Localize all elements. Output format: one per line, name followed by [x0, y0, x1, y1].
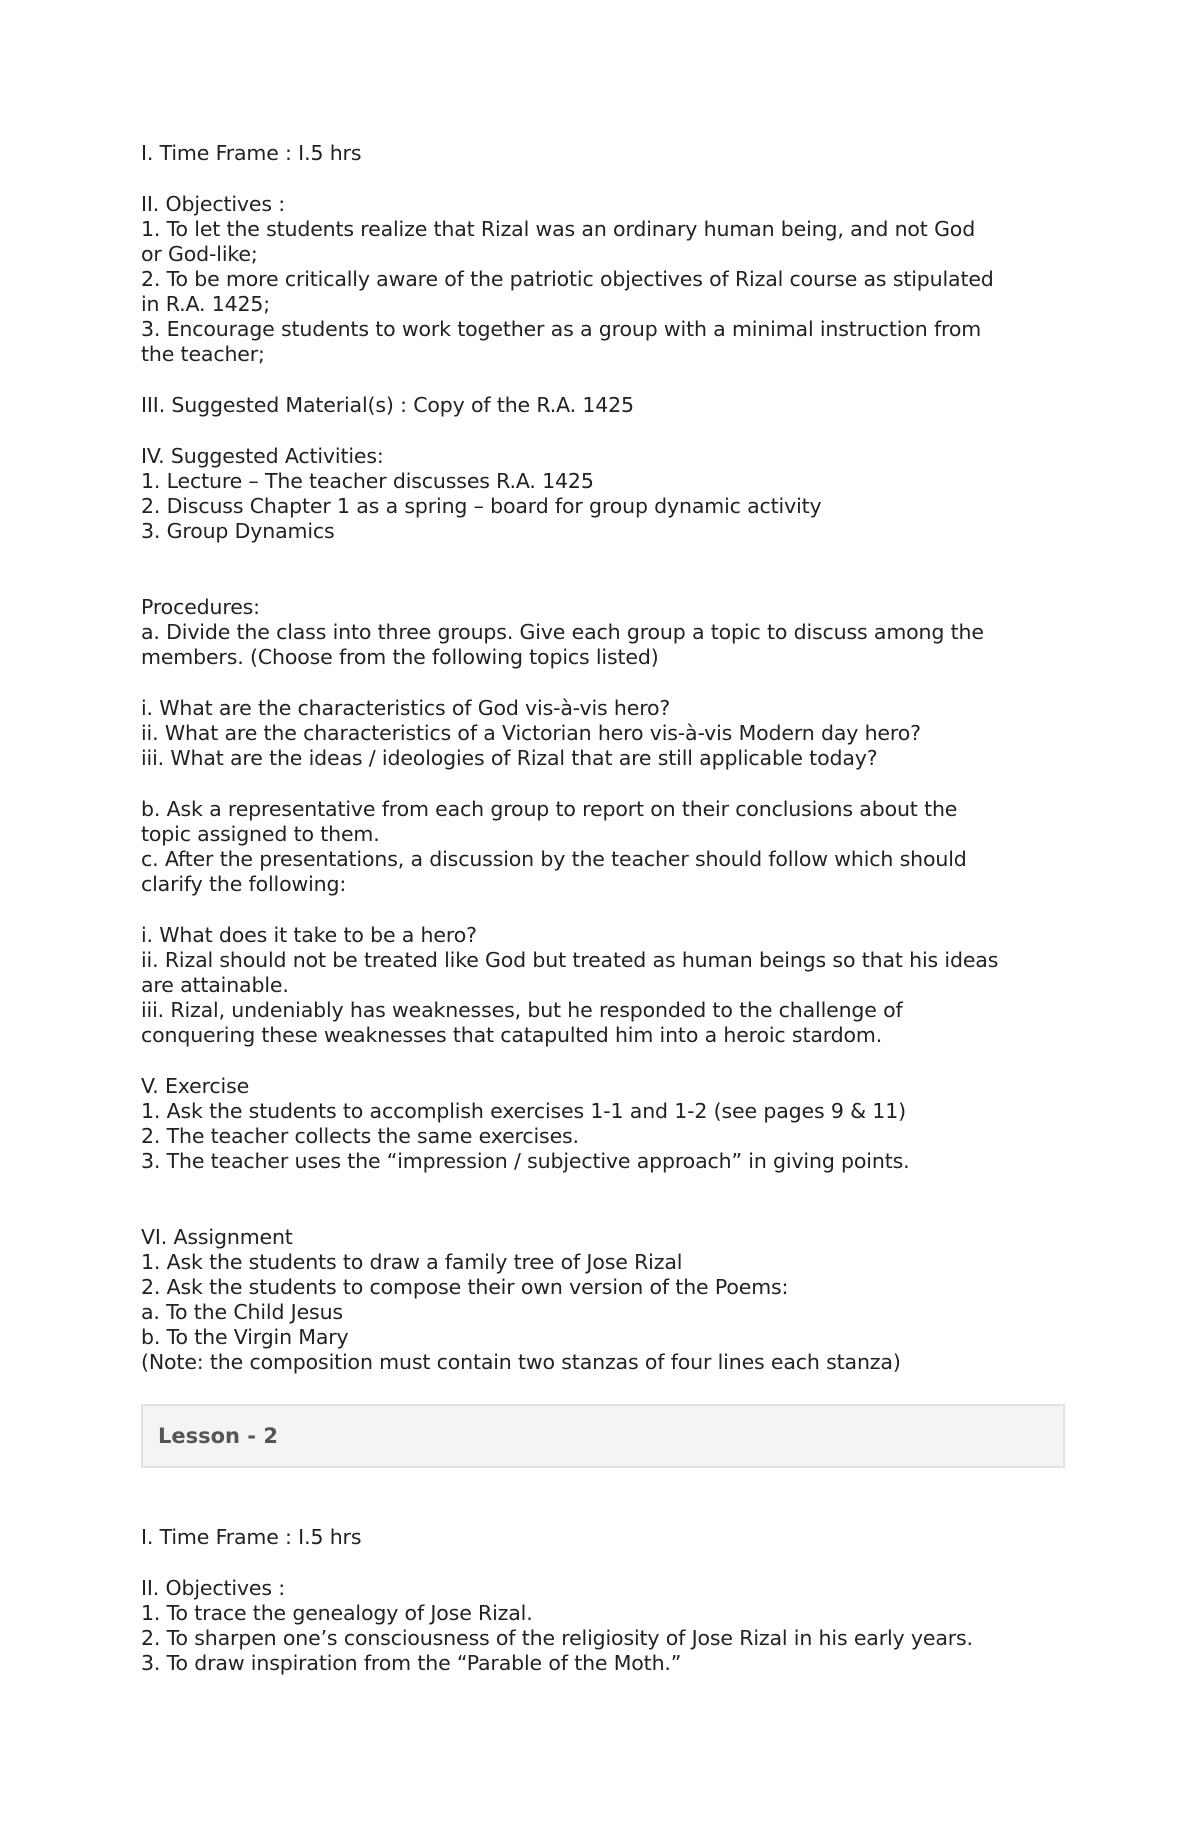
assignment-item: a. To the Child Jesus [141, 1300, 343, 1324]
objective-line: or God-like; [141, 242, 258, 266]
assignment-heading: VI. Assignment [141, 1225, 293, 1249]
objective-line: 1. To let the students realize that Rizal was an ordinary human being, and not God [141, 217, 976, 241]
objective-line: in R.A. 1425; [141, 292, 271, 316]
objective-line: 2. To sharpen one’s consciousness of the religiosity of Jose Rizal in his early years. [141, 1626, 973, 1650]
clarify-item: ii. Rizal should not be treated like God but treated as human beings so that his ideas [141, 948, 999, 972]
topic-item: iii. What are the ideas / ideologies of Rizal that are still applicable today? [141, 746, 878, 770]
objective-line: 3. Encourage students to work together as a group with a minimal instruction from [141, 317, 982, 341]
procedure-line: a. Divide the class into three groups. Give each group a topic to discuss among the [141, 620, 984, 644]
clarify-item: i. What does it take to be a hero? [141, 923, 477, 947]
exercise-item: 2. The teacher collects the same exercises. [141, 1124, 579, 1148]
time-frame: I. Time Frame : I.5 hrs [141, 141, 362, 165]
procedure-line: c. After the presentations, a discussion by the teacher should follow which should [141, 847, 967, 871]
assignment-note: (Note: the composition must contain two stanzas of four lines each stanza) [141, 1350, 901, 1374]
clarify-item: are attainable. [141, 973, 289, 997]
assignment-item: 2. Ask the students to compose their own version of the Poems: [141, 1275, 789, 1299]
time-frame: I. Time Frame : I.5 hrs [141, 1525, 362, 1549]
activity-item: 3. Group Dynamics [141, 519, 335, 543]
objective-line: 3. To draw inspiration from the “Parable of the Moth.” [141, 1651, 682, 1675]
suggested-materials: III. Suggested Material(s) : Copy of the R.A. 1425 [141, 393, 634, 417]
exercise-item: 1. Ask the students to accomplish exercises 1-1 and 1-2 (see pages 9 & 11) [141, 1099, 906, 1123]
activity-item: 2. Discuss Chapter 1 as a spring – board for group dynamic activity [141, 494, 822, 518]
topic-item: ii. What are the characteristics of a Victorian hero vis-à-vis Modern day hero? [141, 721, 921, 745]
objective-line: 1. To trace the genealogy of Jose Rizal. [141, 1601, 533, 1625]
lesson-heading: Lesson - 2 [158, 1424, 278, 1448]
exercise-heading: V. Exercise [141, 1074, 250, 1098]
objectives-heading: II. Objectives : [141, 192, 286, 216]
procedures-heading: Procedures: [141, 595, 260, 619]
activity-item: 1. Lecture – The teacher discusses R.A. 1425 [141, 469, 594, 493]
procedure-line: b. Ask a representative from each group to report on their conclusions about the [141, 797, 958, 821]
procedure-line: members. (Choose from the following topics listed) [141, 645, 659, 669]
activities-heading: IV. Suggested Activities: [141, 444, 384, 468]
assignment-item: b. To the Virgin Mary [141, 1325, 349, 1349]
lesson-heading-box [141, 1404, 1065, 1468]
assignment-item: 1. Ask the students to draw a family tree of Jose Rizal [141, 1250, 683, 1274]
procedure-line: topic assigned to them. [141, 822, 380, 846]
exercise-item: 3. The teacher uses the “impression / subjective approach” in giving points. [141, 1149, 910, 1173]
clarify-item: conquering these weaknesses that catapulted him into a heroic stardom. [141, 1023, 883, 1047]
objectives-heading: II. Objectives : [141, 1576, 286, 1600]
objective-line: the teacher; [141, 342, 265, 366]
procedure-line: clarify the following: [141, 872, 347, 896]
objective-line: 2. To be more critically aware of the patriotic objectives of Rizal course as stipulated [141, 267, 994, 291]
clarify-item: iii. Rizal, undeniably has weaknesses, but he responded to the challenge of [141, 998, 903, 1022]
topic-item: i. What are the characteristics of God vis-à-vis hero? [141, 696, 671, 720]
